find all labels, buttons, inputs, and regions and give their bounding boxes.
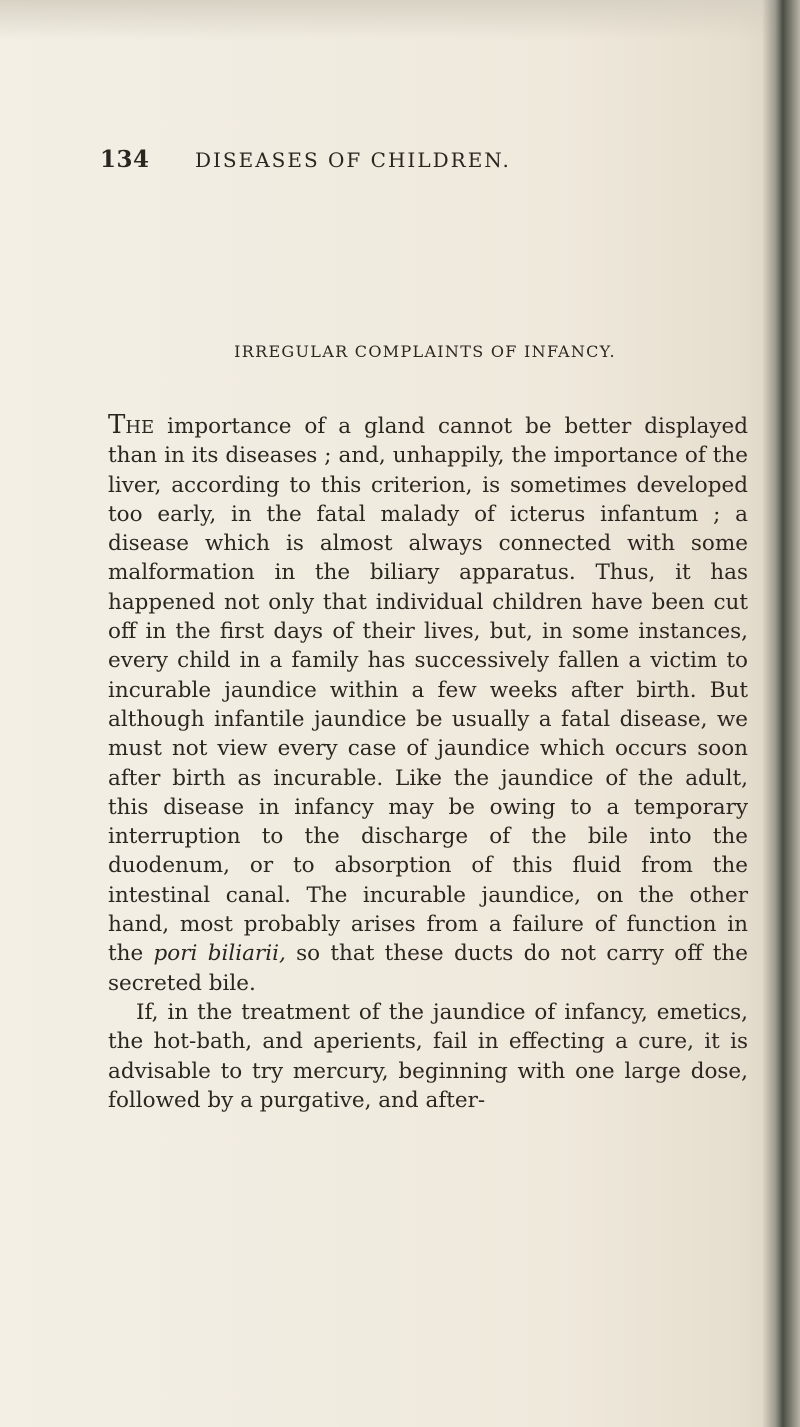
body-text <box>108 411 748 1115</box>
running-title: DISEASES OF CHILDREN. <box>195 148 511 172</box>
italic-term: pori biliarii, <box>153 941 286 967</box>
paragraph-text-end: so that these ducts do not carry off the secreted bile. <box>108 941 748 996</box>
paragraph <box>108 411 748 998</box>
page-top-shadow <box>0 0 800 40</box>
paragraph-text: importance of a gland cannot be better displayed than in its diseases ; and, unhappily, the importance of the liver, according to this criterion, is sometimes developed too early, in the fatal malady of icterus infantum ; a disease which is almost always connected with some malformation in the biliary apparatus. Thus, it has happened not only that individual children have been cut off in the first days of their lives, but, in some instances, every child in a family has successively fallen a victim to incurable jaundice within a few weeks after birth. But although infantile jaundice be usually a fatal disease, we must not view every case of jaundice which occurs soon after birth as incurable. Like the jaundice of the adult, this disease in infancy may be owing to a temporary interruption to the discharge of the bile into the duodenum, or to absorption of this fluid from the intestinal canal. The incurable jaundice, on the other hand, most probably arises from a failure of function in the <box>108 414 748 967</box>
paragraph-first-word: The <box>108 410 155 440</box>
running-header <box>100 146 750 186</box>
book-spine-edge <box>762 0 800 1427</box>
paragraph: If, in the treatment of the jaundice of infancy, emetics, the hot-bath, and aperients, fail in effecting a cure, it is advisable to try mercury, beginning with one large dose, followed by a purgative, and after- <box>108 999 748 1113</box>
chapter-heading: IRREGULAR COMPLAINTS OF INFANCY. <box>234 342 616 361</box>
page-number: 134 <box>100 146 150 173</box>
